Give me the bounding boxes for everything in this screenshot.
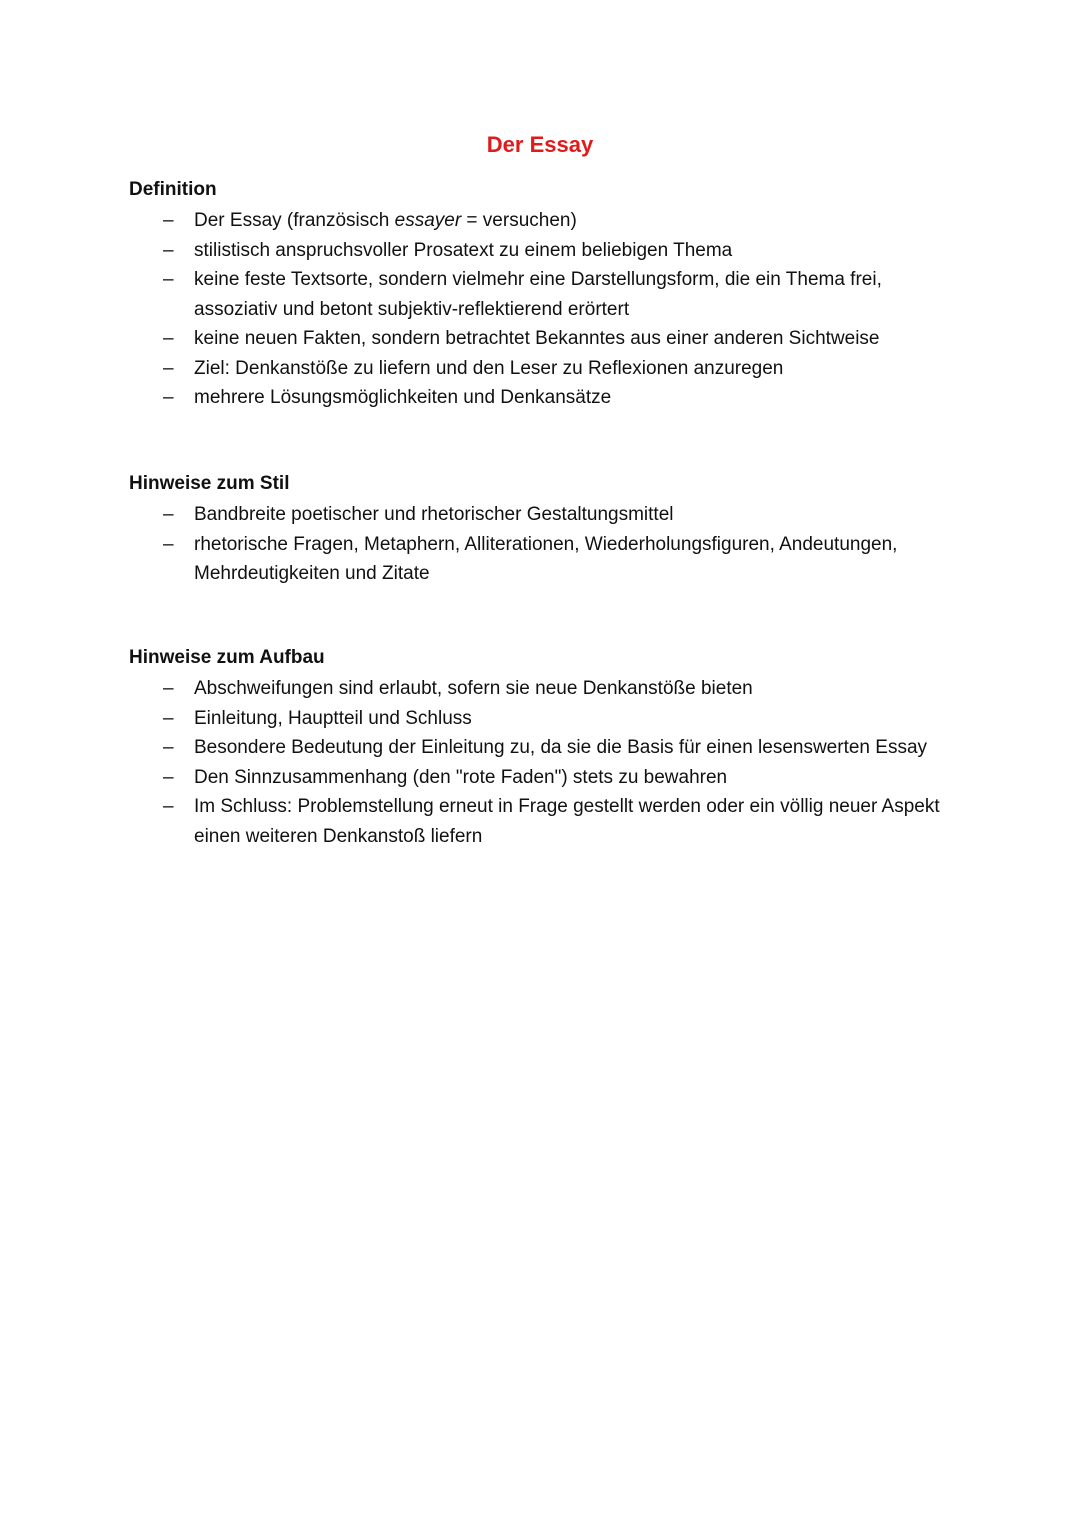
list-item-text: Im Schluss: Problemstellung erneut in Frage gestellt werden oder ein völlig neuer Aspekt einen weiteren Denkanstoß liefern (194, 796, 940, 847)
list-item (129, 530, 959, 589)
list-item (129, 674, 959, 704)
list-item (129, 704, 959, 734)
list-item (129, 206, 959, 236)
definition-list (129, 206, 959, 413)
dash-bullet-icon: – (163, 210, 174, 231)
section-heading-definition: Definition (129, 179, 217, 200)
dash-bullet-icon: – (163, 707, 174, 729)
list-item (129, 236, 959, 266)
dash-bullet-icon: – (163, 737, 174, 758)
list-item (129, 383, 959, 413)
document-title: Der Essay (486, 132, 594, 157)
aufbau-list (129, 674, 959, 851)
list-item-text: keine neuen Fakten, sondern betrachtet Bekanntes aus einer anderen Sichtweise (194, 328, 880, 349)
list-item-text: rhetorische Fragen, Metaphern, Alliterationen, Wiederholungsfiguren, Andeutungen, Mehrdeutigkeiten und Zitate (194, 533, 898, 584)
list-item (129, 733, 959, 763)
dash-bullet-icon: – (163, 504, 174, 525)
list-item-text: Einleitung, Hauptteil und Schluss (194, 707, 472, 729)
list-item-italic-term: essayer (394, 210, 462, 231)
list-item-text-before: Der Essay (französisch (194, 210, 395, 231)
dash-bullet-icon: – (163, 766, 174, 788)
list-item-text-after: = versuchen) (461, 210, 577, 231)
list-item-text: Ziel: Denkanstöße zu liefern und den Leser zu Reflexionen anzuregen (194, 357, 784, 379)
dash-bullet-icon: – (163, 796, 174, 817)
list-item (129, 500, 959, 530)
list-item-text: stilistisch anspruchsvoller Prosatext zu einem beliebigen Thema (194, 239, 733, 261)
section-definition (129, 176, 959, 413)
dash-bullet-icon: – (163, 328, 174, 349)
list-item-text: mehrere Lösungsmöglichkeiten und Denkansätze (194, 387, 612, 408)
dash-bullet-icon: – (163, 387, 174, 408)
list-item (129, 763, 959, 793)
stil-list (129, 500, 959, 589)
section-aufbau (129, 644, 959, 851)
list-item (129, 324, 959, 354)
list-item (129, 265, 959, 324)
list-item (129, 354, 959, 384)
list-item (129, 792, 959, 851)
list-item-text: Abschweifungen sind erlaubt, sofern sie neue Denkanstöße bieten (194, 678, 753, 699)
dash-bullet-icon: – (163, 533, 174, 555)
dash-bullet-icon: – (163, 269, 174, 290)
section-stil (129, 470, 959, 589)
section-heading-stil: Hinweise zum Stil (129, 473, 290, 494)
list-item-text: Bandbreite poetischer und rhetorischer Gestaltungsmittel (194, 504, 674, 525)
list-item-text: Den Sinnzusammenhang (den "rote Faden") stets zu bewahren (194, 766, 728, 788)
dash-bullet-icon: – (163, 357, 174, 379)
section-heading-aufbau: Hinweise zum Aufbau (129, 647, 325, 668)
dash-bullet-icon: – (163, 239, 174, 261)
list-item-text: keine feste Textsorte, sondern vielmehr eine Darstellungsform, die ein Thema frei, assoziativ und betont subjektiv-reflektierend erörtert (194, 269, 882, 320)
dash-bullet-icon: – (163, 678, 174, 699)
list-item-text: Besondere Bedeutung der Einleitung zu, da sie die Basis für einen lesenswerten Essay (194, 737, 928, 758)
